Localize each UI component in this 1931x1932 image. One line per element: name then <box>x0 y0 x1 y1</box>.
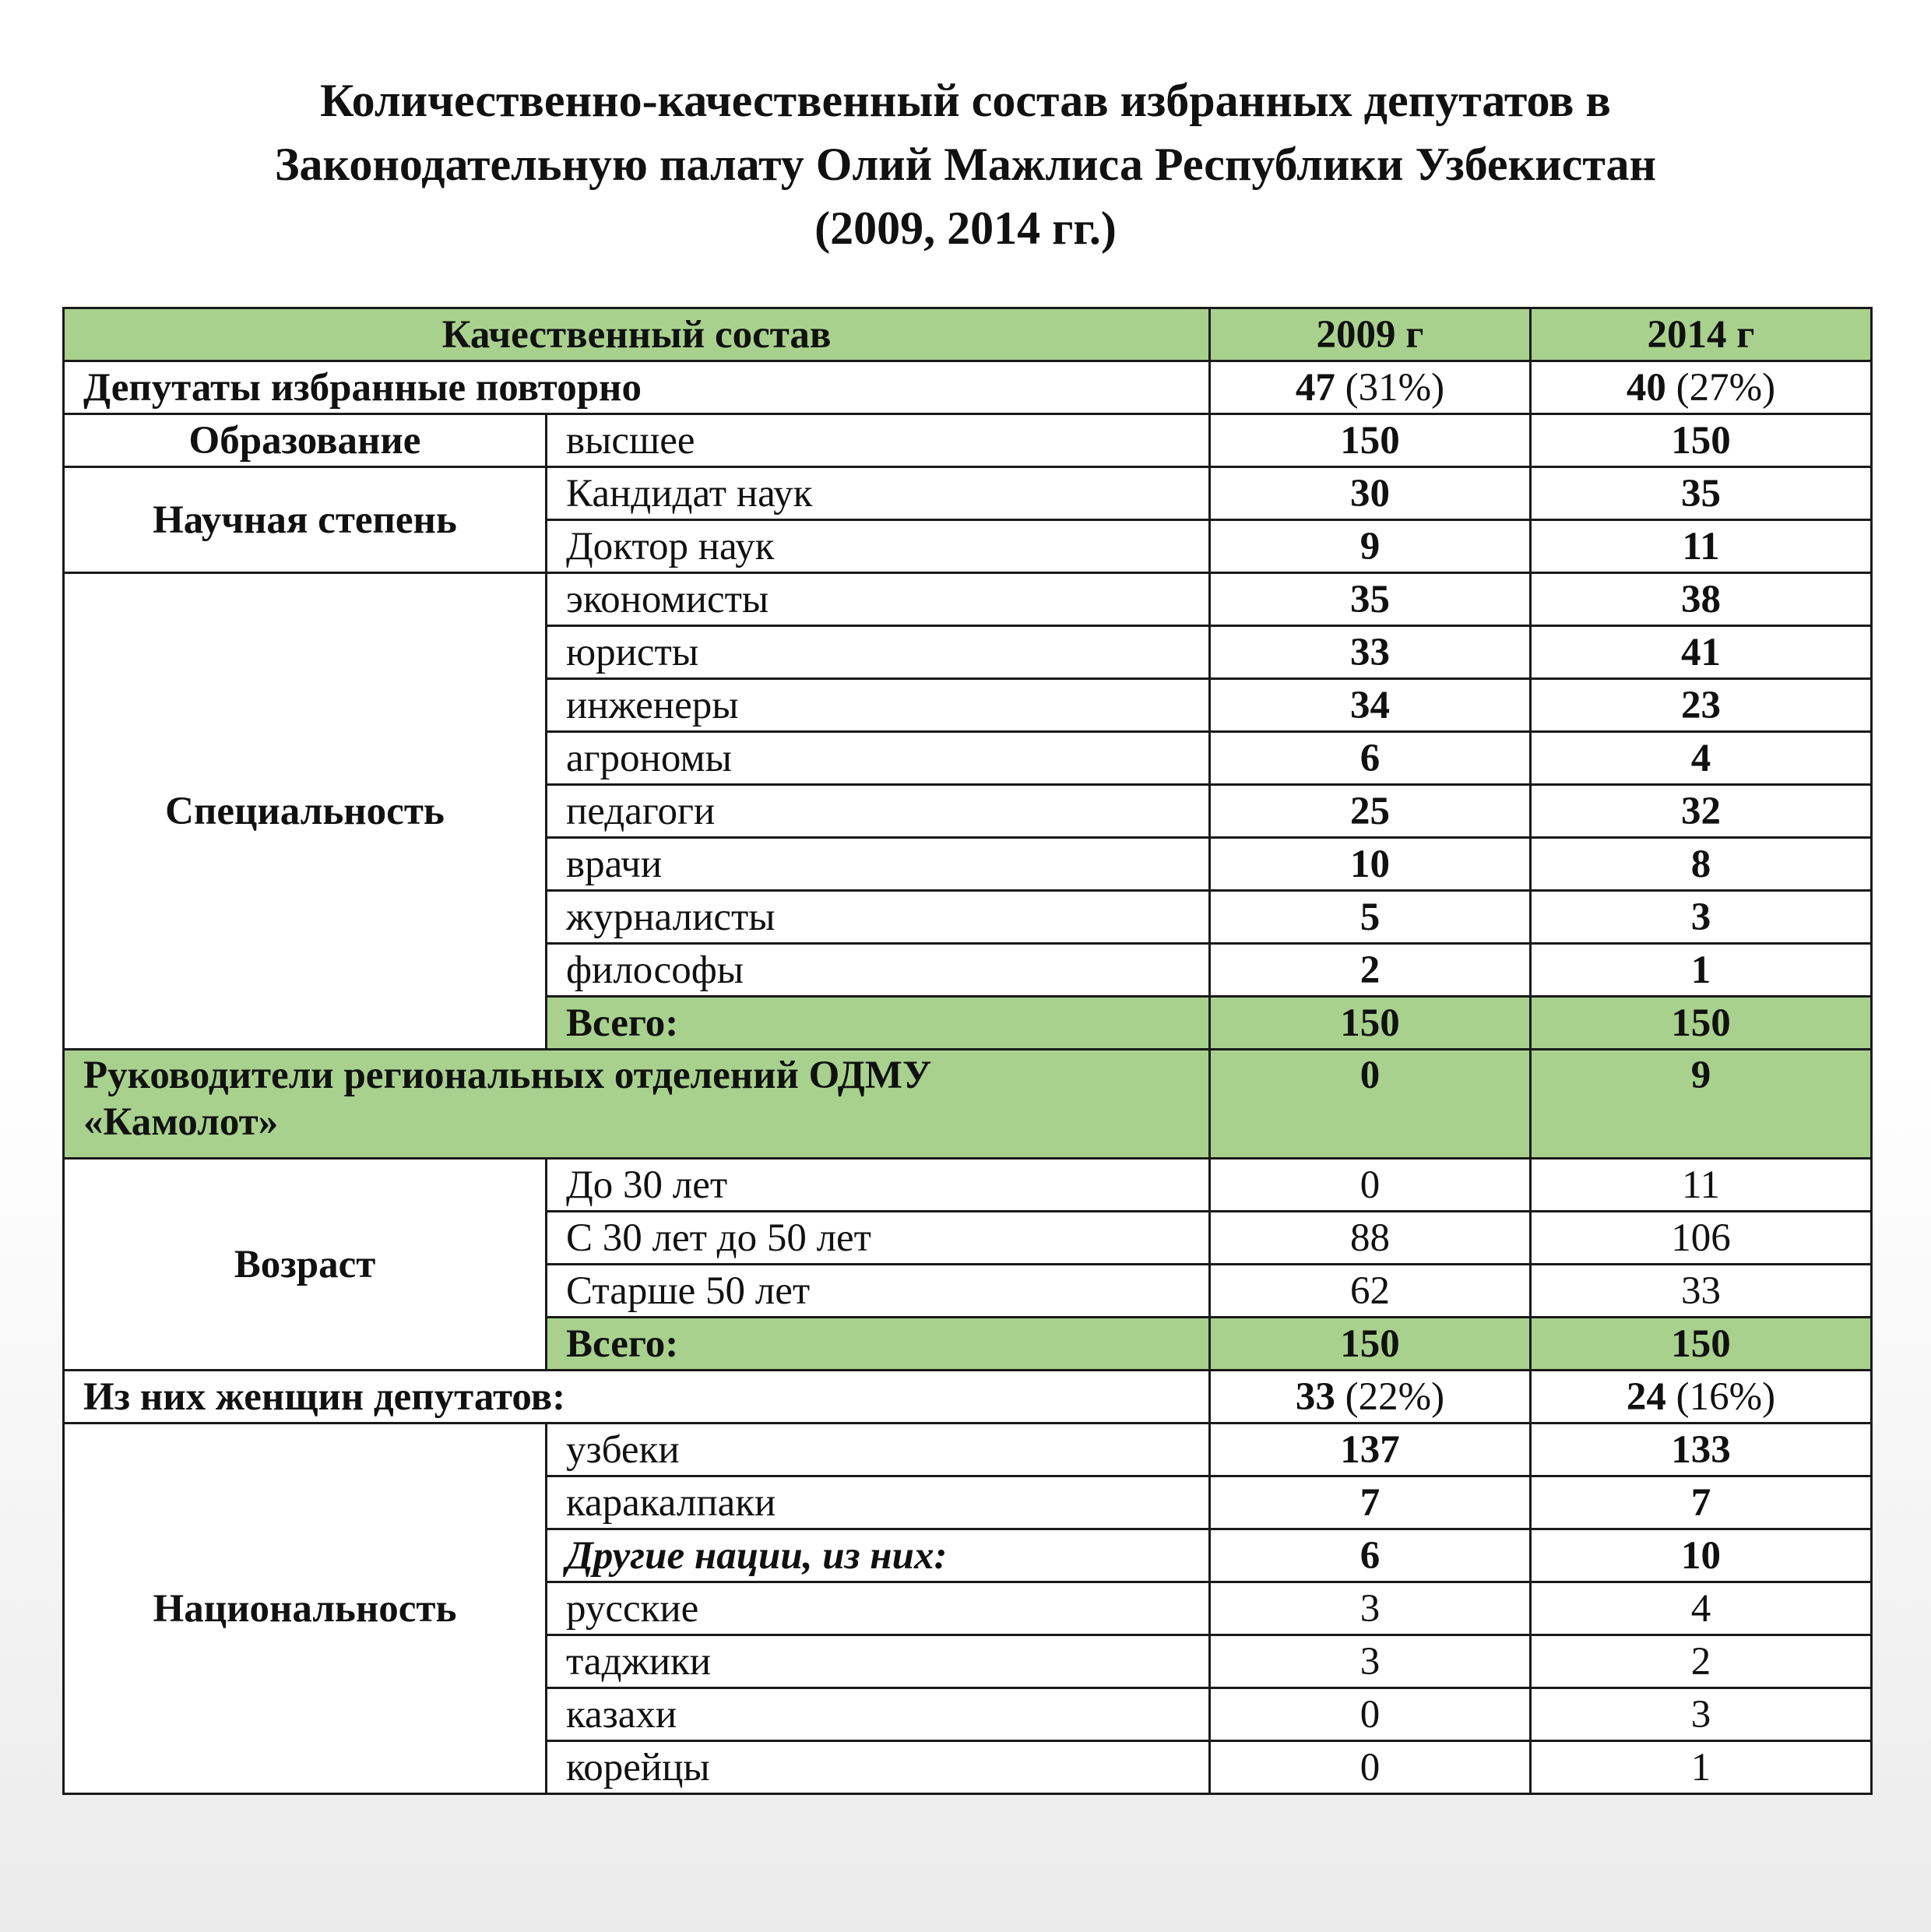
table-row <box>64 1371 1872 1423</box>
total-2009: 150 <box>1210 997 1531 1050</box>
title-line-3: (2009, 2014 гг.) <box>814 202 1117 254</box>
value-2014: 11 <box>1531 1159 1872 1212</box>
row-label: русские <box>547 1582 1210 1635</box>
value-2009: 0 <box>1210 1159 1531 1212</box>
table-row <box>64 573 1872 626</box>
total-2014: 150 <box>1531 997 1872 1050</box>
row-label: Кандидат наук <box>547 467 1210 520</box>
value-2009: 3 <box>1210 1635 1531 1688</box>
title-line-1: Количественно-качественный состав избранных депутатов в <box>320 75 1611 126</box>
value-2009: 137 <box>1210 1423 1531 1476</box>
value-2009: 6 <box>1210 732 1531 785</box>
row-label: журналисты <box>547 891 1210 944</box>
title-line-2: Законодательную палату Олий Мажлиса Республики Узбекистан <box>274 139 1657 190</box>
value-2014: 11 <box>1531 520 1872 573</box>
value-2014: 133 <box>1531 1423 1872 1476</box>
reelected-label: Депутаты избранные повторно <box>64 361 1210 414</box>
value-2009: 2 <box>1210 944 1531 997</box>
total-2014: 150 <box>1531 1318 1872 1371</box>
row-label: корейцы <box>547 1741 1210 1794</box>
row-label: педагоги <box>547 785 1210 838</box>
reelected-2014: 40 (27%) <box>1531 361 1872 414</box>
table-row <box>64 1159 1872 1212</box>
page-title <box>0 69 1931 260</box>
category-age: Возраст <box>64 1159 547 1371</box>
value-2014: 23 <box>1531 679 1872 732</box>
value-2014: 3 <box>1531 891 1872 944</box>
table-row <box>64 414 1872 467</box>
table-header-row <box>64 308 1872 361</box>
value-2009: 88 <box>1210 1212 1531 1265</box>
reelected-2009: 47 (31%) <box>1210 361 1531 414</box>
women-2014: 24 (16%) <box>1531 1371 1872 1423</box>
row-label: С 30 лет до 50 лет <box>547 1212 1210 1265</box>
value-2009: 6 <box>1210 1529 1531 1582</box>
value-2014: 4 <box>1531 732 1872 785</box>
row-label: До 30 лет <box>547 1159 1210 1212</box>
value-2014: 10 <box>1531 1529 1872 1582</box>
kamolot-2014: 9 <box>1531 1050 1872 1159</box>
header-composition: Качественный состав <box>64 308 1210 361</box>
category-specialty: Специальность <box>64 573 547 1050</box>
header-2014: 2014 г <box>1531 308 1872 361</box>
row-label: философы <box>547 944 1210 997</box>
row-label: Старше 50 лет <box>547 1265 1210 1318</box>
row-label: агрономы <box>547 732 1210 785</box>
row-label: казахи <box>547 1688 1210 1741</box>
value-2009: 7 <box>1210 1476 1531 1529</box>
total-2009: 150 <box>1210 1318 1531 1371</box>
header-2009: 2009 г <box>1210 308 1531 361</box>
value-2014: 1 <box>1531 1741 1872 1794</box>
women-label: Из них женщин депутатов: <box>64 1371 1210 1423</box>
composition-table <box>62 307 1873 1795</box>
value-2014: 38 <box>1531 573 1872 626</box>
value-2009: 0 <box>1210 1688 1531 1741</box>
value-2014: 7 <box>1531 1476 1872 1529</box>
kamolot-label: Руководители региональных отделений ОДМУ «Камолот» <box>64 1050 1210 1159</box>
value-2009: 33 <box>1210 626 1531 679</box>
row-label: каракалпаки <box>547 1476 1210 1529</box>
value-2009: 10 <box>1210 838 1531 891</box>
row-label: юристы <box>547 626 1210 679</box>
value-2009: 9 <box>1210 520 1531 573</box>
value-2009: 3 <box>1210 1582 1531 1635</box>
table-row <box>64 1423 1872 1476</box>
row-label: таджики <box>547 1635 1210 1688</box>
total-label: Всего: <box>547 997 1210 1050</box>
row-label: Другие нации, из них: <box>547 1529 1210 1582</box>
value-2009: 150 <box>1210 414 1531 467</box>
value-2009: 5 <box>1210 891 1531 944</box>
value-2014: 32 <box>1531 785 1872 838</box>
value-2014: 41 <box>1531 626 1872 679</box>
category-degree: Научная степень <box>64 467 547 573</box>
row-label: Доктор наук <box>547 520 1210 573</box>
value-2014: 150 <box>1531 414 1872 467</box>
row-label: врачи <box>547 838 1210 891</box>
value-2014: 35 <box>1531 467 1872 520</box>
value-2014: 33 <box>1531 1265 1872 1318</box>
value-2014: 106 <box>1531 1212 1872 1265</box>
value-2014: 2 <box>1531 1635 1872 1688</box>
value-2014: 1 <box>1531 944 1872 997</box>
table-row <box>64 361 1872 414</box>
value-2009: 25 <box>1210 785 1531 838</box>
value-2014: 8 <box>1531 838 1872 891</box>
table-row <box>64 1050 1872 1159</box>
row-label: экономисты <box>547 573 1210 626</box>
row-label: инженеры <box>547 679 1210 732</box>
women-2009: 33 (22%) <box>1210 1371 1531 1423</box>
kamolot-2009: 0 <box>1210 1050 1531 1159</box>
value-2009: 30 <box>1210 467 1531 520</box>
value-2009: 35 <box>1210 573 1531 626</box>
total-label: Всего: <box>547 1318 1210 1371</box>
value-2009: 34 <box>1210 679 1531 732</box>
row-label: высшее <box>547 414 1210 467</box>
value-2009: 0 <box>1210 1741 1531 1794</box>
category-education: Образование <box>64 414 547 467</box>
row-label: узбеки <box>547 1423 1210 1476</box>
value-2014: 4 <box>1531 1582 1872 1635</box>
category-nationality: Национальность <box>64 1423 547 1794</box>
value-2009: 62 <box>1210 1265 1531 1318</box>
value-2014: 3 <box>1531 1688 1872 1741</box>
table-row <box>64 467 1872 520</box>
